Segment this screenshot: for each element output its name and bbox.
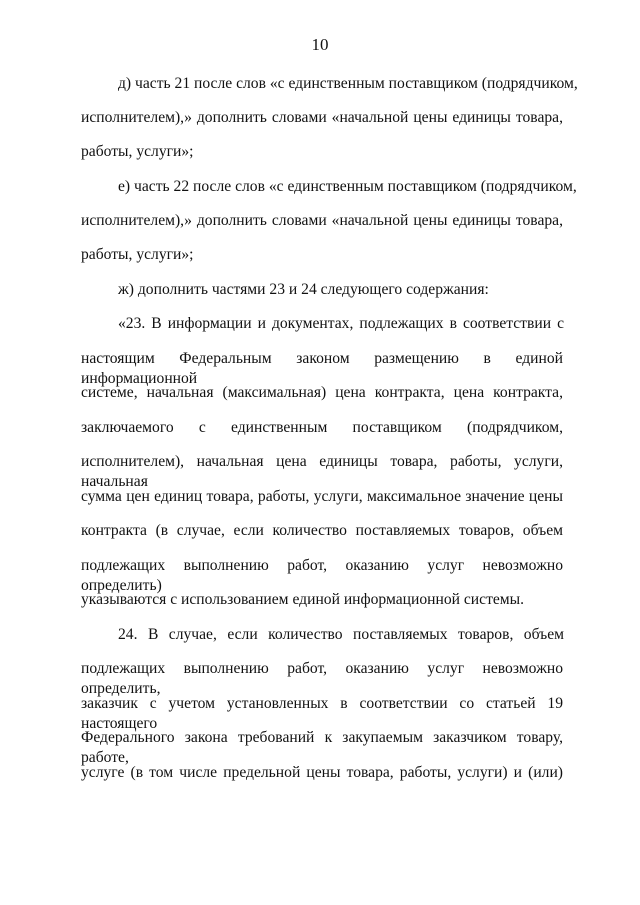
text-line: заказчик с учетом установленных в соответствии со статьей 19 настоящего (81, 695, 563, 732)
text-line: заключаемого с единственным поставщиком (подрядчиком, (81, 419, 563, 436)
text-line: исполнителем),» дополнить словами «начальной цены единицы товара, (81, 212, 563, 229)
text-line: исполнителем),» дополнить словами «начальной цены единицы товара, (81, 109, 563, 126)
text-line: указываются с использованием единой информационной системы. (81, 591, 525, 608)
text-line: е) часть 22 после слов «с единственным поставщиком (подрядчиком, (118, 178, 577, 195)
text-line: ж) дополнить частями 23 и 24 следующего содержания: (118, 281, 489, 298)
text-line: настоящим Федеральным законом размещению в единой информационной (81, 350, 563, 387)
text-line: контракта (в случае, если количество поставляемых товаров, объем (81, 522, 563, 539)
text-line: подлежащих выполнению работ, оказанию услуг невозможно определить, (81, 660, 563, 697)
text-line: системе, начальная (максимальная) цена контракта, цена контракта, (81, 384, 563, 401)
text-line: сумма цен единиц товара, работы, услуги, максимальное значение цены (81, 488, 563, 505)
text-line: «23. В информации и документах, подлежащих в соответствии с (118, 315, 564, 332)
page-number: 10 (311, 35, 329, 54)
text-line: Федерального закона требований к закупаемым заказчиком товару, работе, (81, 729, 563, 766)
text-line: д) часть 21 после слов «с единственным поставщиком (подрядчиком, (118, 75, 578, 92)
text-line: исполнителем), начальная цена единицы товара, работы, услуги, начальная (81, 453, 563, 490)
text-line: работы, услуги»; (81, 143, 194, 160)
text-line: 24. В случае, если количество поставляемых товаров, объем (118, 626, 564, 643)
text-line: подлежащих выполнению работ, оказанию услуг невозможно определить) (81, 557, 563, 594)
text-line: услуге (в том числе предельной цены товара, работы, услуги) и (или) (81, 764, 563, 781)
text-line: работы, услуги»; (81, 246, 194, 263)
